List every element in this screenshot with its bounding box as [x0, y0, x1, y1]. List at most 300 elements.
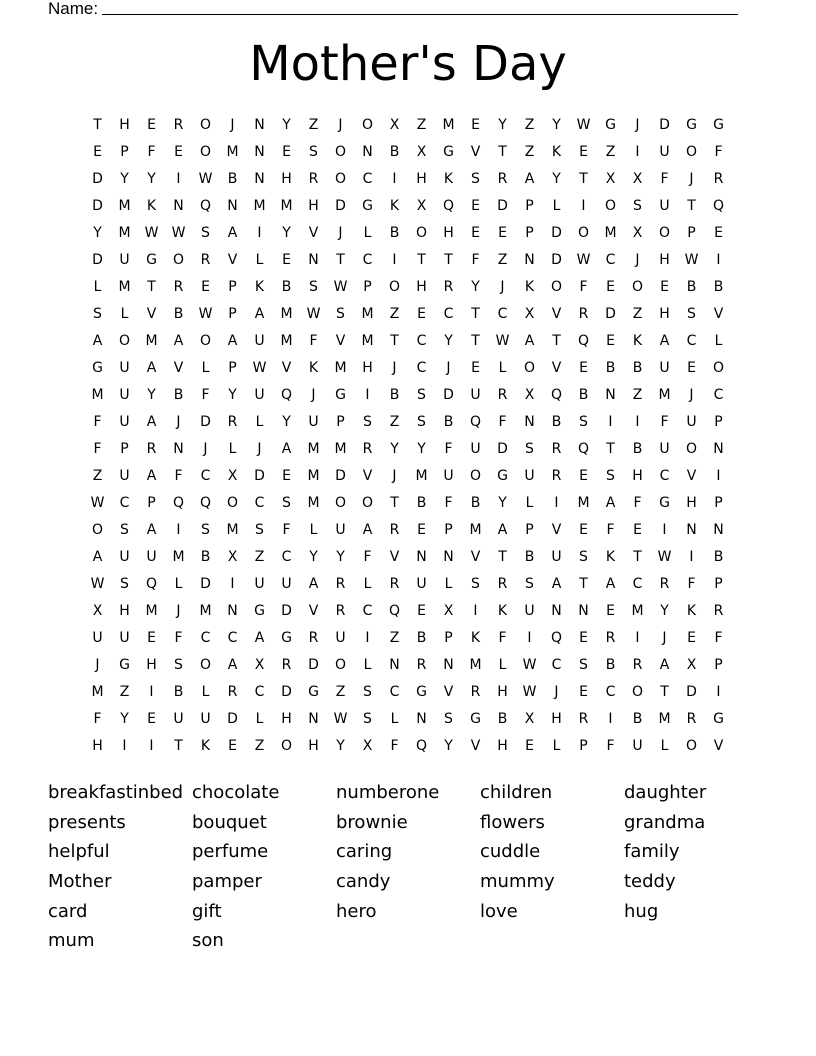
grid-letter: I [635, 630, 640, 646]
grid-letter: K [443, 171, 454, 187]
grid-letter: Y [417, 441, 426, 457]
grid-letter: T [174, 738, 183, 754]
grid-letter: L [660, 738, 669, 754]
grid-letter: F [687, 576, 696, 592]
grid-letter: V [335, 333, 346, 349]
grid-letter: W [252, 360, 267, 376]
grid-letter: S [579, 657, 588, 673]
grid-letter: J [176, 603, 181, 619]
grid-letter: Y [660, 603, 669, 619]
grid-letter: D [497, 198, 508, 214]
grid-letter: C [362, 603, 373, 619]
grid-letter: T [417, 252, 426, 268]
grid-letter: R [362, 441, 373, 457]
grid-letter: X [632, 171, 643, 187]
grid-letter: O [172, 252, 185, 268]
grid-letter: A [659, 333, 670, 349]
grid-letter: V [551, 360, 562, 376]
grid-letter: Y [444, 333, 453, 349]
grid-letter: C [254, 684, 265, 700]
grid-letter: K [605, 549, 616, 565]
grid-letter: E [147, 711, 156, 727]
grid-letter: D [92, 252, 103, 268]
grid-letter: P [444, 522, 453, 538]
grid-letter: E [660, 279, 669, 295]
grid-letter: C [497, 306, 508, 322]
grid-letter: H [281, 711, 292, 727]
grid-letter: F [93, 711, 102, 727]
grid-letter: N [551, 603, 562, 619]
grid-letter: W [171, 225, 186, 241]
word-list-item: helpful [48, 841, 110, 863]
grid-letter: O [631, 279, 644, 295]
grid-letter: Y [282, 225, 291, 241]
grid-letter: E [579, 630, 588, 646]
grid-letter: C [200, 468, 211, 484]
grid-letter: M [442, 117, 455, 133]
grid-letter: Q [199, 495, 212, 511]
grid-letter: H [416, 171, 427, 187]
grid-letter: V [551, 522, 562, 538]
grid-letter: P [120, 441, 129, 457]
grid-letter: O [334, 171, 347, 187]
grid-letter: P [120, 144, 129, 160]
grid-letter: B [713, 549, 724, 565]
grid-letter: Y [444, 738, 453, 754]
grid-letter: A [281, 441, 292, 457]
grid-letter: A [92, 333, 103, 349]
grid-letter: A [551, 576, 562, 592]
grid-letter: Z [308, 117, 319, 133]
grid-row [84, 220, 744, 247]
grid-letter: A [605, 495, 616, 511]
grid-letter: Q [388, 603, 401, 619]
grid-letter: Y [228, 387, 237, 403]
grid-letter: C [200, 630, 211, 646]
grid-letter: V [686, 468, 697, 484]
grid-letter: W [333, 279, 348, 295]
grid-row [84, 733, 744, 760]
grid-letter: A [146, 360, 157, 376]
grid-letter: R [713, 171, 724, 187]
grid-letter: W [495, 333, 510, 349]
grid-letter: X [524, 711, 535, 727]
grid-letter: F [498, 414, 507, 430]
grid-letter: C [416, 333, 427, 349]
name-underline [102, 0, 738, 15]
grid-letter: G [254, 603, 265, 619]
grid-letter: H [362, 360, 373, 376]
grid-letter: M [334, 360, 347, 376]
grid-letter: D [281, 684, 292, 700]
grid-letter: I [689, 549, 694, 565]
grid-letter: J [338, 225, 343, 241]
grid-letter: S [309, 279, 318, 295]
grid-row [84, 247, 744, 274]
word-list-item: presents [48, 811, 126, 833]
grid-letter: N [443, 657, 454, 673]
grid-letter: L [714, 333, 723, 349]
grid-letter: I [635, 144, 640, 160]
grid-letter: H [659, 252, 670, 268]
grid-letter: G [605, 117, 616, 133]
grid-letter: Z [524, 117, 535, 133]
grid-letter: U [470, 387, 481, 403]
grid-letter: E [93, 144, 102, 160]
grid-letter: G [470, 711, 481, 727]
grid-letter: V [227, 252, 238, 268]
grid-letter: P [714, 495, 723, 511]
grid-letter: U [335, 522, 346, 538]
grid-letter: Y [390, 441, 399, 457]
grid-letter: F [606, 522, 615, 538]
grid-letter: I [716, 684, 721, 700]
grid-row [84, 706, 744, 733]
grid-letter: P [579, 738, 588, 754]
grid-letter: D [551, 225, 562, 241]
grid-letter: E [579, 684, 588, 700]
grid-letter: D [659, 117, 670, 133]
word-list-item: grandma [624, 811, 706, 833]
grid-letter: M [226, 144, 239, 160]
grid-letter: S [255, 522, 264, 538]
grid-letter: Y [336, 549, 345, 565]
grid-letter: V [308, 225, 319, 241]
grid-letter: G [686, 117, 697, 133]
name-field [48, 0, 748, 20]
grid-letter: M [280, 306, 293, 322]
grid-letter: K [470, 630, 481, 646]
grid-letter: M [469, 657, 482, 673]
grid-letter: X [632, 225, 643, 241]
grid-letter: X [524, 387, 535, 403]
grid-letter: L [498, 360, 507, 376]
grid-letter: R [605, 630, 616, 646]
grid-letter: G [119, 657, 130, 673]
grid-letter: Z [605, 144, 616, 160]
word-list-item: bouquet [192, 811, 267, 833]
grid-letter: F [363, 549, 372, 565]
grid-letter: E [525, 738, 534, 754]
grid-letter: V [470, 738, 481, 754]
grid-row [84, 490, 744, 517]
grid-letter: R [389, 576, 400, 592]
grid-letter: D [443, 387, 454, 403]
grid-letter: E [147, 117, 156, 133]
grid-letter: W [576, 252, 591, 268]
grid-letter: B [173, 306, 184, 322]
grid-letter: Y [93, 225, 102, 241]
grid-letter: U [443, 468, 454, 484]
grid-row [84, 301, 744, 328]
grid-letter: F [444, 495, 453, 511]
grid-letter: W [90, 576, 105, 592]
grid-letter: X [443, 603, 454, 619]
grid-letter: H [416, 279, 427, 295]
grid-letter: S [120, 522, 129, 538]
grid-letter: V [362, 468, 373, 484]
grid-letter: S [336, 306, 345, 322]
grid-letter: I [716, 468, 721, 484]
grid-letter: T [390, 495, 399, 511]
grid-letter: E [471, 360, 480, 376]
grid-letter: O [685, 441, 698, 457]
grid-letter: I [608, 711, 613, 727]
grid-letter: C [362, 252, 373, 268]
grid-row [84, 139, 744, 166]
name-label: Name: [48, 0, 99, 18]
grid-letter: B [173, 387, 184, 403]
grid-letter: J [689, 171, 694, 187]
grid-letter: J [95, 657, 100, 673]
grid-letter: L [228, 441, 237, 457]
grid-letter: O [334, 657, 347, 673]
grid-letter: U [146, 549, 157, 565]
grid-letter: O [577, 225, 590, 241]
grid-letter: A [254, 306, 265, 322]
grid-letter: W [522, 657, 537, 673]
grid-letter: L [390, 711, 399, 727]
grid-letter: B [470, 495, 481, 511]
grid-letter: E [579, 144, 588, 160]
grid-row [84, 625, 744, 652]
grid-letter: X [416, 144, 427, 160]
grid-letter: G [308, 684, 319, 700]
grid-letter: G [713, 117, 724, 133]
grid-row [84, 517, 744, 544]
grid-letter: Y [282, 414, 291, 430]
grid-letter: O [91, 522, 104, 538]
grid-letter: G [92, 360, 103, 376]
grid-letter: D [551, 252, 562, 268]
grid-letter: O [361, 117, 374, 133]
grid-letter: X [524, 306, 535, 322]
word-list-item: breakfastinbed [48, 782, 184, 803]
grid-letter: C [686, 333, 697, 349]
grid-row [84, 355, 744, 382]
grid-letter: I [554, 495, 559, 511]
grid-letter: D [92, 171, 103, 187]
grid-letter: P [336, 414, 345, 430]
grid-letter: J [635, 252, 640, 268]
grid-letter: B [389, 144, 400, 160]
grid-letter: E [201, 279, 210, 295]
grid-letter: M [658, 387, 671, 403]
grid-letter: B [389, 387, 400, 403]
grid-letter: I [149, 684, 154, 700]
grid-letter: L [93, 279, 102, 295]
grid-letter: N [713, 441, 724, 457]
grid-row [84, 112, 744, 139]
grid-letter: N [362, 144, 373, 160]
word-list-item: love [480, 900, 518, 922]
grid-letter: Y [282, 117, 291, 133]
grid-letter: U [119, 630, 130, 646]
grid-letter: Z [335, 684, 346, 700]
grid-letter: O [469, 468, 482, 484]
grid-letter: E [282, 252, 291, 268]
grid-letter: H [632, 468, 643, 484]
grid-letter: S [471, 171, 480, 187]
grid-letter: C [605, 684, 616, 700]
page-title: Mother's Day [249, 36, 567, 92]
grid-letter: G [281, 630, 292, 646]
grid-letter: F [714, 144, 723, 160]
grid-letter: E [579, 360, 588, 376]
grid-letter: A [146, 522, 157, 538]
word-list-item: mummy [480, 871, 555, 893]
word-list-item: numberone [336, 782, 440, 803]
grid-letter: E [228, 738, 237, 754]
grid-letter: E [687, 630, 696, 646]
grid-letter: M [253, 198, 266, 214]
grid-letter: R [551, 468, 562, 484]
grid-letter: Z [92, 468, 103, 484]
grid-row [84, 598, 744, 625]
grid-letter: I [176, 522, 181, 538]
grid-letter: J [662, 630, 667, 646]
grid-letter: R [200, 252, 211, 268]
grid-letter: J [554, 684, 559, 700]
word-list-item: chocolate [192, 782, 280, 803]
grid-letter: D [200, 576, 211, 592]
grid-letter: M [226, 522, 239, 538]
grid-letter: S [417, 387, 426, 403]
grid-letter: N [227, 603, 238, 619]
grid-letter: V [308, 603, 319, 619]
grid-letter: M [334, 441, 347, 457]
grid-letter: R [497, 171, 508, 187]
grid-letter: G [443, 144, 454, 160]
grid-letter: I [149, 738, 154, 754]
grid-letter: M [361, 333, 374, 349]
grid-letter: S [93, 306, 102, 322]
grid-letter: H [146, 657, 157, 673]
grid-letter: E [282, 144, 291, 160]
grid-letter: C [605, 252, 616, 268]
grid-letter: O [415, 225, 428, 241]
grid-letter: M [91, 387, 104, 403]
grid-letter: S [363, 711, 372, 727]
grid-letter: R [335, 576, 346, 592]
grid-letter: U [524, 603, 535, 619]
grid-letter: R [632, 657, 643, 673]
grid-letter: J [203, 441, 208, 457]
grid-letter: R [470, 684, 481, 700]
grid-row [84, 652, 744, 679]
grid-letter: I [392, 252, 397, 268]
grid-row [84, 436, 744, 463]
grid-letter: P [228, 306, 237, 322]
grid-letter: B [443, 414, 454, 430]
grid-letter: M [307, 441, 320, 457]
grid-letter: L [201, 684, 210, 700]
grid-letter: X [686, 657, 697, 673]
grid-letter: Z [389, 630, 400, 646]
grid-letter: D [497, 441, 508, 457]
grid-letter: M [307, 495, 320, 511]
grid-letter: R [497, 576, 508, 592]
grid-letter: O [658, 225, 671, 241]
grid-letter: S [120, 576, 129, 592]
grid-letter: H [497, 738, 508, 754]
grid-letter: Q [280, 387, 293, 403]
grid-letter: L [363, 225, 372, 241]
grid-letter: X [605, 171, 616, 187]
grid-letter: O [631, 684, 644, 700]
grid-letter: Y [336, 738, 345, 754]
grid-letter: U [524, 468, 535, 484]
grid-letter: D [308, 657, 319, 673]
word-list-item: hero [336, 900, 377, 922]
grid-letter: M [145, 333, 158, 349]
grid-letter: Q [712, 198, 725, 214]
grid-letter: I [176, 171, 181, 187]
grid-letter: D [200, 414, 211, 430]
grid-letter: Q [415, 738, 428, 754]
grid-letter: Y [147, 171, 156, 187]
grid-letter: A [227, 333, 238, 349]
grid-letter: P [147, 495, 156, 511]
word-list-item: family [624, 841, 680, 863]
grid-letter: J [230, 117, 235, 133]
grid-letter: T [471, 333, 480, 349]
grid-letter: W [684, 252, 699, 268]
grid-letter: D [686, 684, 697, 700]
grid-letter: T [633, 549, 642, 565]
grid-letter: M [361, 306, 374, 322]
word-list-item: card [48, 900, 88, 922]
grid-letter: M [172, 549, 185, 565]
grid-letter: G [335, 387, 346, 403]
grid-letter: R [389, 522, 400, 538]
grid-letter: F [282, 522, 291, 538]
grid-letter: F [660, 171, 669, 187]
grid-letter: V [551, 306, 562, 322]
grid-letter: Q [145, 576, 158, 592]
grid-letter: U [119, 387, 130, 403]
grid-letter: I [635, 414, 640, 430]
grid-letter: P [525, 522, 534, 538]
grid-letter: N [416, 549, 427, 565]
grid-letter: Y [471, 279, 480, 295]
grid-letter: S [606, 468, 615, 484]
grid-letter: V [281, 360, 292, 376]
grid-letter: K [497, 603, 508, 619]
grid-letter: M [145, 603, 158, 619]
grid-letter: L [255, 711, 264, 727]
grid-letter: A [524, 333, 535, 349]
word-list-item: brownie [336, 811, 408, 833]
grid-letter: R [578, 711, 589, 727]
grid-letter: P [714, 657, 723, 673]
grid-letter: R [443, 279, 454, 295]
grid-letter: C [362, 171, 373, 187]
grid-letter: W [522, 684, 537, 700]
grid-letter: X [254, 657, 265, 673]
grid-letter: R [227, 414, 238, 430]
grid-letter: R [659, 576, 670, 592]
grid-letter: H [119, 603, 130, 619]
grid-letter: G [713, 711, 724, 727]
grid-letter: J [338, 117, 343, 133]
grid-row [84, 409, 744, 436]
grid-letter: R [335, 603, 346, 619]
grid-letter: N [173, 441, 184, 457]
grid-letter: I [608, 414, 613, 430]
grid-letter: O [334, 144, 347, 160]
grid-letter: C [416, 360, 427, 376]
